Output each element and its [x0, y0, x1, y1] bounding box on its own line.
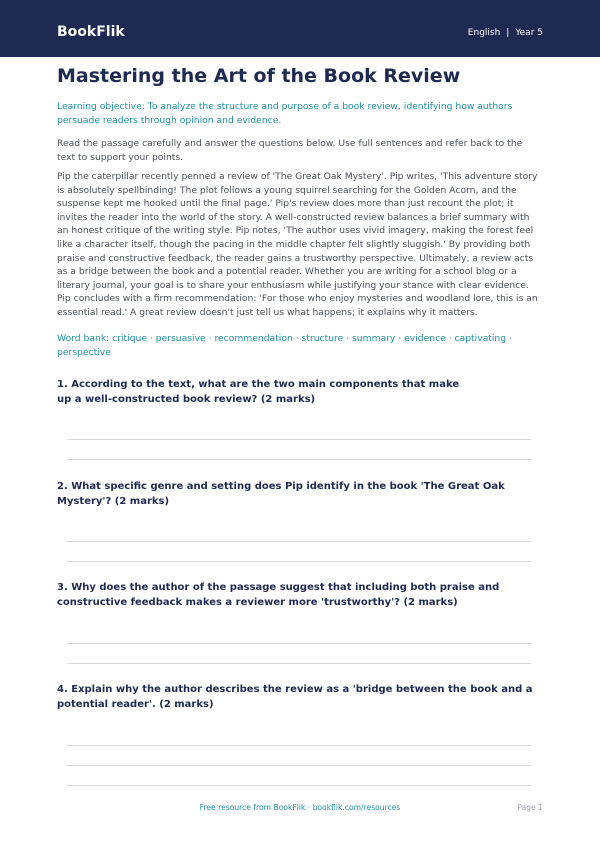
answer-line[interactable]	[67, 561, 531, 562]
brand-logo[interactable]: BookFlik	[57, 24, 125, 40]
page-number: Page 1	[517, 803, 543, 812]
header-bar	[0, 0, 600, 57]
reading-passage: Pip the caterpillar recently penned a review of 'The Great Oak Mystery'. Pip writes, 'This adventure story is absolutely spellbinding! The plot follows a young squirrel searching for the Golden Acorn, and the suspense kept me hooked until the final page.' Pip's review does more than just recount the plot; it invites the reader into the world of the story. A well-constructed review balances a brief summary with an honest critique of the writing style. Pip notes, 'The author uses vivid imagery, making the forest feel like a character itself, though the pacing in the middle chapter felt slightly sluggish.' By providing both praise and constructive feedback, the reader gains a trustworthy perspective. Ultimately, a review acts as a bridge between the book and a potential reader. Whether you are writing for a school blog or a literary journal, your goal is to share your enthusiasm while justifying your stance with clear evidence. Pip concludes with a firm recommendation: 'For those who enjoy mysteries and woodland lore, this is an essential read.' A great review doesn't just tell us what happens; it explains why it matters.	[57, 171, 538, 318]
answer-line[interactable]	[67, 765, 531, 766]
learning-objective: Learning objective: To analyze the structure and purpose of a book review, identifying how authors persuade readers through opinion and evidence.	[57, 101, 513, 126]
answer-line[interactable]	[67, 663, 531, 664]
answer-line[interactable]	[67, 785, 531, 786]
question-4: 4. Explain why the author describes the review as a 'bridge between the book and a potential reader'. (2 marks)	[57, 684, 533, 710]
answer-line[interactable]	[67, 459, 531, 460]
page-title: Mastering the Art of the Book Review	[57, 65, 461, 87]
answer-line[interactable]	[67, 745, 531, 746]
question-2: 2. What specific genre and setting does Pip identify in the book 'The Great Oak Mystery'? (2 marks)	[57, 481, 505, 507]
subject-label: English	[467, 28, 501, 38]
answer-line[interactable]	[67, 541, 531, 542]
question-3: 3. Why does the author of the passage suggest that including both praise and constructive feedback makes a reviewer more 'trustworthy'? (2 marks)	[57, 582, 500, 608]
header-meta	[468, 26, 543, 40]
answer-line[interactable]	[67, 643, 531, 644]
question-1: 1. According to the text, what are the two main components that make up a well-constructed book review? (2 marks)	[57, 379, 460, 405]
footer-link[interactable]: Free resource from BookFlik · bookflik.com/resources	[199, 803, 401, 812]
word-bank: Word bank: critique · persuasive · recommendation · structure · summary · evidence · captivating · perspective	[57, 333, 512, 358]
instructions: Read the passage carefully and answer the questions below. Use full sentences and refer back to the text to support your points.	[57, 138, 523, 163]
header-separator: |	[506, 28, 510, 38]
year-label: Year 5	[515, 28, 543, 38]
answer-line[interactable]	[67, 439, 531, 440]
